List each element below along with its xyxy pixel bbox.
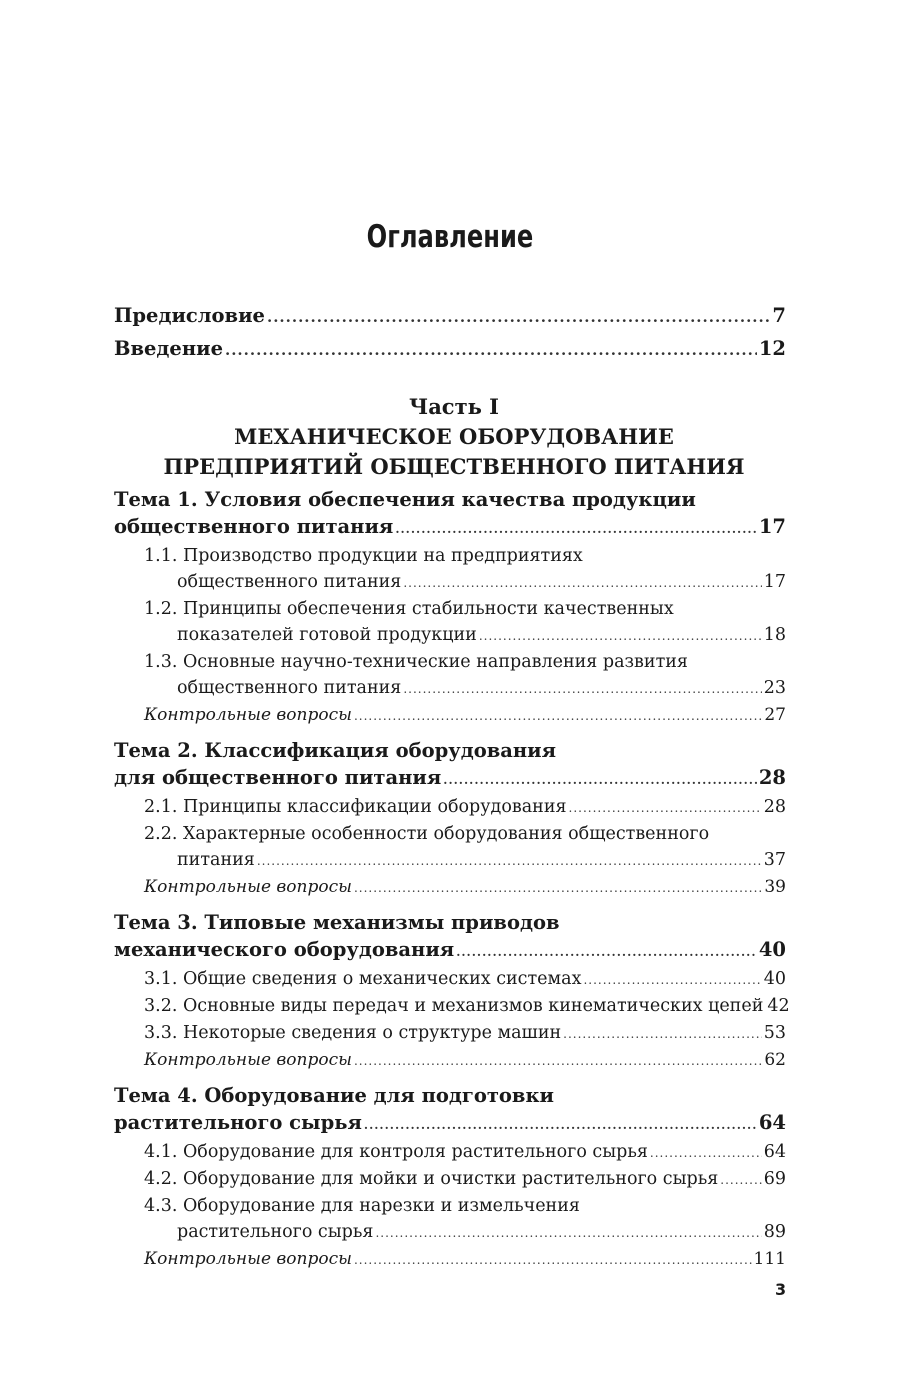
section-page: 40 <box>763 969 786 989</box>
topic-title-text: для общественного питания <box>114 766 442 789</box>
leader-dots <box>354 875 762 901</box>
topic-title-text: растительного сырья <box>114 1111 362 1134</box>
questions-label: Контрольные вопросы <box>144 877 352 897</box>
topic-page: 17 <box>758 515 786 538</box>
leader-dots <box>403 676 761 702</box>
toc-entry-label: Предисловие <box>114 304 265 327</box>
leader-dots <box>257 848 762 874</box>
section-page: 53 <box>763 1023 786 1043</box>
section-page: 42 <box>767 996 790 1016</box>
section-title-line2: общественного питания <box>177 572 402 592</box>
topic-title-line1[interactable]: Тема 4. Оборудование для подготовки <box>114 1084 555 1107</box>
section-title: 2.1. Принципы классификации оборудования <box>144 797 567 817</box>
leader-dots <box>225 335 757 366</box>
toc-topic-4 <box>114 1082 786 1273</box>
toc-control-questions[interactable] <box>114 1047 786 1074</box>
topic-title-line2[interactable] <box>114 936 786 966</box>
leader-dots <box>395 516 757 543</box>
toc-section[interactable] <box>114 966 786 993</box>
leader-dots <box>563 1021 762 1047</box>
part-title-line2: ПРЕДПРИЯТИЙ ОБЩЕСТВЕННОГО ПИТАНИЯ <box>163 454 745 479</box>
leader-dots <box>375 1220 761 1246</box>
section-title-line2: питания <box>177 850 255 870</box>
leader-dots <box>650 1140 762 1166</box>
section-title-line2: растительного сырья <box>177 1222 374 1242</box>
topic-title-text: механического оборудования <box>114 938 455 961</box>
part-heading <box>122 392 786 482</box>
topic-title-line1[interactable]: Тема 1. Условия обеспечения качества продукции <box>114 488 696 511</box>
questions-label: Контрольные вопросы <box>144 1050 352 1070</box>
section-title-line2: общественного питания <box>177 678 402 698</box>
toc-entry-page: 12 <box>758 337 786 360</box>
toc-topic-3 <box>114 909 790 1074</box>
page-title: Оглавление <box>366 219 534 255</box>
topic-title-line1[interactable]: Тема 3. Типовые механизмы приводов <box>114 911 560 934</box>
section-page: 18 <box>763 625 786 645</box>
section-title: 3.1. Общие сведения о механических системах <box>144 969 582 989</box>
toc-section[interactable] <box>114 1193 786 1246</box>
toc-topic-2 <box>114 737 786 901</box>
toc-section[interactable] <box>114 596 786 649</box>
toc-entry-label: Введение <box>114 337 223 360</box>
toc-topic-1 <box>114 486 786 729</box>
topic-title-line2[interactable] <box>114 1109 786 1139</box>
toc-section[interactable] <box>114 1139 786 1166</box>
questions-page: 27 <box>764 705 786 725</box>
leader-dots <box>354 703 762 729</box>
toc-section[interactable] <box>114 543 786 596</box>
leader-dots <box>354 1247 752 1273</box>
section-title: 4.1. Оборудование для контроля растительного сырья <box>144 1142 648 1162</box>
topic-page: 40 <box>758 938 786 961</box>
leader-dots <box>569 795 762 821</box>
section-page: 89 <box>763 1222 786 1242</box>
section-title-line1: 1.1. Производство продукции на предприятиях <box>144 546 583 566</box>
toc-section[interactable] <box>114 1020 786 1047</box>
toc-control-questions[interactable] <box>114 1246 786 1273</box>
toc-control-questions[interactable] <box>114 702 786 729</box>
section-title-line1: 1.3. Основные научно-технические направления развития <box>144 652 688 672</box>
leader-dots <box>364 1112 757 1139</box>
topic-title-line2[interactable] <box>114 764 786 794</box>
leader-dots <box>456 939 757 966</box>
section-page: 69 <box>763 1169 786 1189</box>
questions-label: Контрольные вопросы <box>144 1249 352 1269</box>
leader-dots <box>479 623 762 649</box>
leader-dots <box>720 1167 761 1193</box>
questions-page: 111 <box>753 1249 786 1269</box>
questions-page: 39 <box>764 877 786 897</box>
leader-dots <box>267 302 770 333</box>
table-of-contents <box>114 300 790 1273</box>
page-number: 3 <box>775 1280 787 1299</box>
toc-section[interactable] <box>114 1166 786 1193</box>
section-page: 37 <box>763 850 786 870</box>
leader-dots <box>354 1048 762 1074</box>
questions-page: 62 <box>764 1050 786 1070</box>
part-number: Часть I <box>409 394 499 419</box>
topic-title-line1[interactable]: Тема 2. Классификация оборудования <box>114 739 557 762</box>
questions-label: Контрольные вопросы <box>144 705 352 725</box>
section-title-line1: 1.2. Принципы обеспечения стабильности качественных <box>144 599 674 619</box>
topic-title-line2[interactable] <box>114 513 786 543</box>
topic-page: 64 <box>758 1111 786 1134</box>
toc-section[interactable] <box>114 821 786 874</box>
section-page: 64 <box>763 1142 786 1162</box>
toc-control-questions[interactable] <box>114 874 786 901</box>
topic-page: 28 <box>758 766 786 789</box>
toc-entry-introduction[interactable] <box>114 333 786 366</box>
toc-entry-preface[interactable] <box>114 300 786 333</box>
leader-dots <box>403 570 761 596</box>
section-page: 17 <box>763 572 786 592</box>
leader-dots <box>443 767 757 794</box>
leader-dots <box>583 967 761 993</box>
section-title: 3.3. Некоторые сведения о структуре машин <box>144 1023 562 1043</box>
toc-entry-page: 7 <box>772 304 786 327</box>
toc-section[interactable] <box>114 794 786 821</box>
section-title: 3.2. Основные виды передач и механизмов кинематических цепей <box>144 996 764 1016</box>
section-page: 23 <box>763 678 786 698</box>
toc-section[interactable] <box>114 649 786 702</box>
section-page: 28 <box>763 797 786 817</box>
section-title-line1: 2.2. Характерные особенности оборудования общественного <box>144 824 710 844</box>
section-title-line2: показателей готовой продукции <box>177 625 477 645</box>
section-title: 4.2. Оборудование для мойки и очистки растительного сырья <box>144 1169 719 1189</box>
part-title-line1: МЕХАНИЧЕСКОЕ ОБОРУДОВАНИЕ <box>234 424 674 449</box>
toc-section[interactable] <box>114 993 790 1020</box>
topic-title-text: общественного питания <box>114 515 394 538</box>
section-title-line1: 4.3. Оборудование для нарезки и измельчения <box>144 1196 580 1216</box>
